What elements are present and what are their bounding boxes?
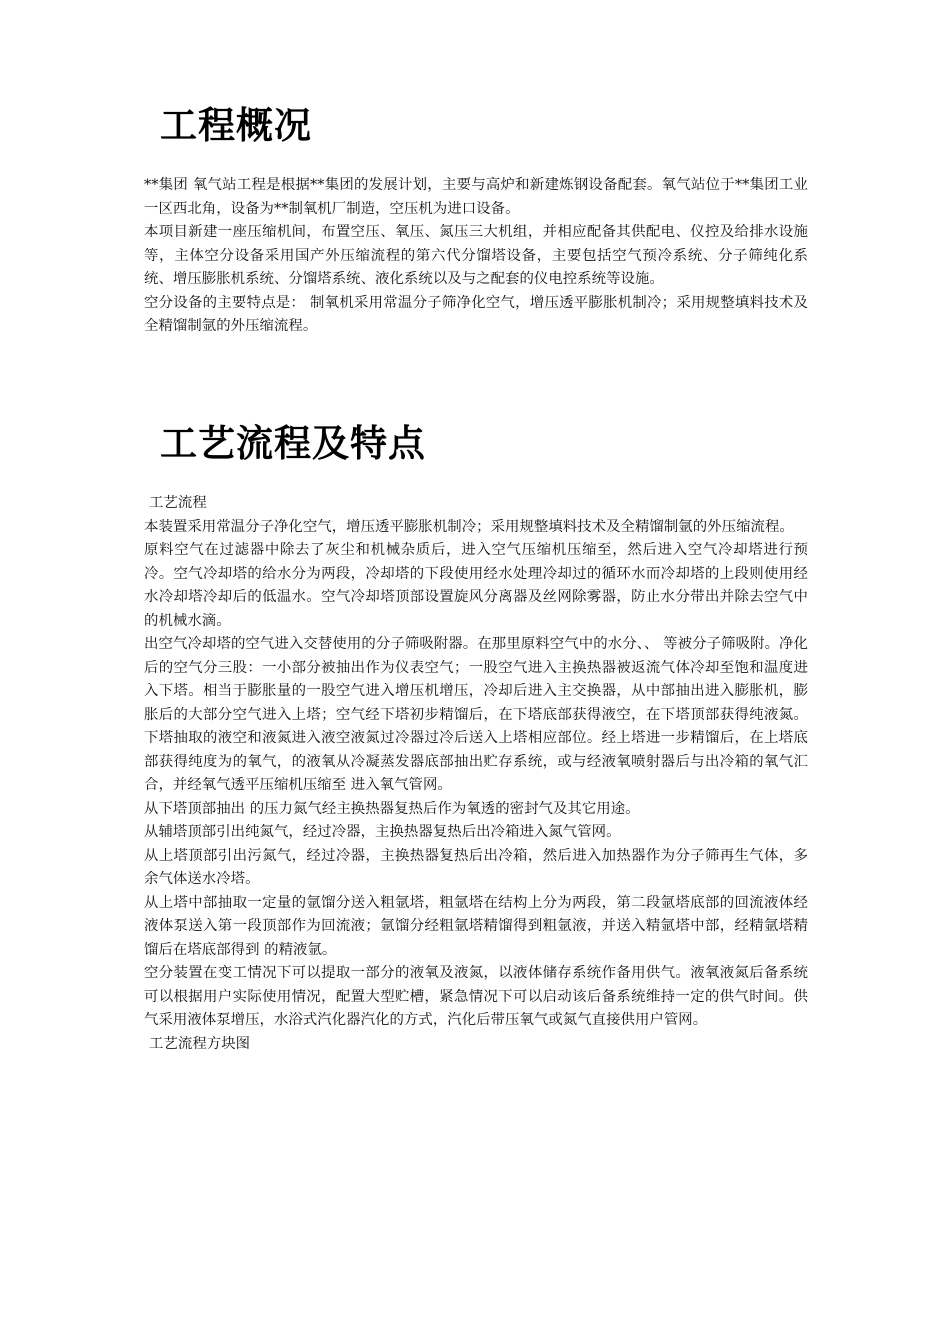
paragraph: 出空气冷却塔的空气进入交替使用的分子筛吸附器。在那里原料空气中的水分、、 等被分子筛吸附。净化后的空气分三股：一小部分被抽出作为仪表空气；一股空气进入主换热器被返流气体冷却至饱和温度进入下塔。相当于膨胀量的一股空气进入增压机增压，冷却后进入主交换器，从中部抽出进入膨胀机，膨胀后的大部分空气进入上塔；空气经下塔初步精馏后，在下塔底部获得液空，在下塔顶部获得纯液氮。下塔抽取的液空和液氮进入液空液氮过冷器过冷后送入上塔相应部位。经上塔进一步精馏后，在上塔底部获得纯度为的氧气，的液氧从冷凝蒸发器底部抽出贮存系统，或与经液氧喷射器后与出冷箱的氧气汇合，并经氧气透平压缩机压缩至 进入氧气管网。: [144, 636, 808, 793]
paragraph: 从上塔中部抽取一定量的氩馏分送入粗氩塔，粗氩塔在结构上分为两段，第二段氩塔底部的回流液体经液体泵送入第一段顶部作为回流液；氩馏分经粗氩塔精馏得到粗氩液，并送入精氩塔中部，经精氩塔精馏后在塔底部得到 的精液氩。: [144, 894, 808, 958]
paragraph: 本装置采用常温分子净化空气，增压透平膨胀机制冷；采用规整填料技术及全精馏制氩的外压缩流程。: [144, 518, 794, 535]
section-title-overview: 工程概况: [160, 104, 312, 147]
paragraph: 原料空气在过滤器中除去了灰尘和机械杂质后，进入空气压缩机压缩至，然后进入空气冷却塔进行预冷。空气冷却塔的给水分为两段，冷却塔的下段使用经水处理冷却过的循环水而冷却塔的上段则使用经水冷却塔冷却后的低温水。空气冷却塔顶部设置旋风分离器及丝网除雾器，防止水分带出并除去空气中的机械水滴。: [144, 542, 808, 629]
section-overview-body: [144, 174, 808, 339]
paragraph: 从辅塔顶部引出纯氮气，经过冷器，主换热器复热后出冷箱进入氮气管网。: [144, 824, 621, 840]
paragraph: 空分装置在变工情况下可以提取一部分的液氧及液氮，以液体储存系统作备用供气。液氧液氮后备系统可以根据用户实际使用情况，配置大型贮槽，紧急情况下可以启动该后备系统维持一定的供气时间。供气采用液体泵增压，水浴式汽化器汽化的方式，汽化后带压氧气或氮气直接供用户管网。: [144, 965, 808, 1028]
figure-caption-label: 工艺流程方块图: [149, 1035, 251, 1052]
paragraph: 本项目新建一座压缩机间，布置空压、氧压、氮压三大机组，并相应配备其供配电、仪控及给排水设施等，主体空分设备采用国产外压缩流程的第六代分馏塔设备，主要包括空气预冷系统、分子筛纯化系统、增压膨胀机系统、分馏塔系统、液化系统以及与之配套的仪电控系统等设施。: [144, 224, 808, 287]
paragraph: 从下塔顶部抽出 的压力氮气经主换热器复热后作为氧透的密封气及其它用途。: [144, 800, 640, 817]
subheading: 工艺流程: [149, 495, 207, 511]
section-title-process: 工艺流程及特点: [160, 422, 426, 465]
paragraph: 从上塔顶部引出污氮气，经过冷器，主换热器复热后出冷箱，然后进入加热器作为分子筛再生气体，多余气体送水冷塔。: [144, 847, 808, 887]
section-process-body: [144, 492, 808, 1056]
paragraph: 空分设备的主要特点是： 制氧机采用常温分子筛净化空气，增压透平膨胀机制冷；采用规整填料技术及全精馏制氩的外压缩流程。: [144, 294, 808, 334]
paragraph: **集团 氧气站工程是根据**集团的发展计划，主要与高炉和新建炼钢设备配套。氧气站位于**集团工业一区西北角，设备为**制氧机厂制造，空压机为进口设备。: [144, 177, 808, 217]
